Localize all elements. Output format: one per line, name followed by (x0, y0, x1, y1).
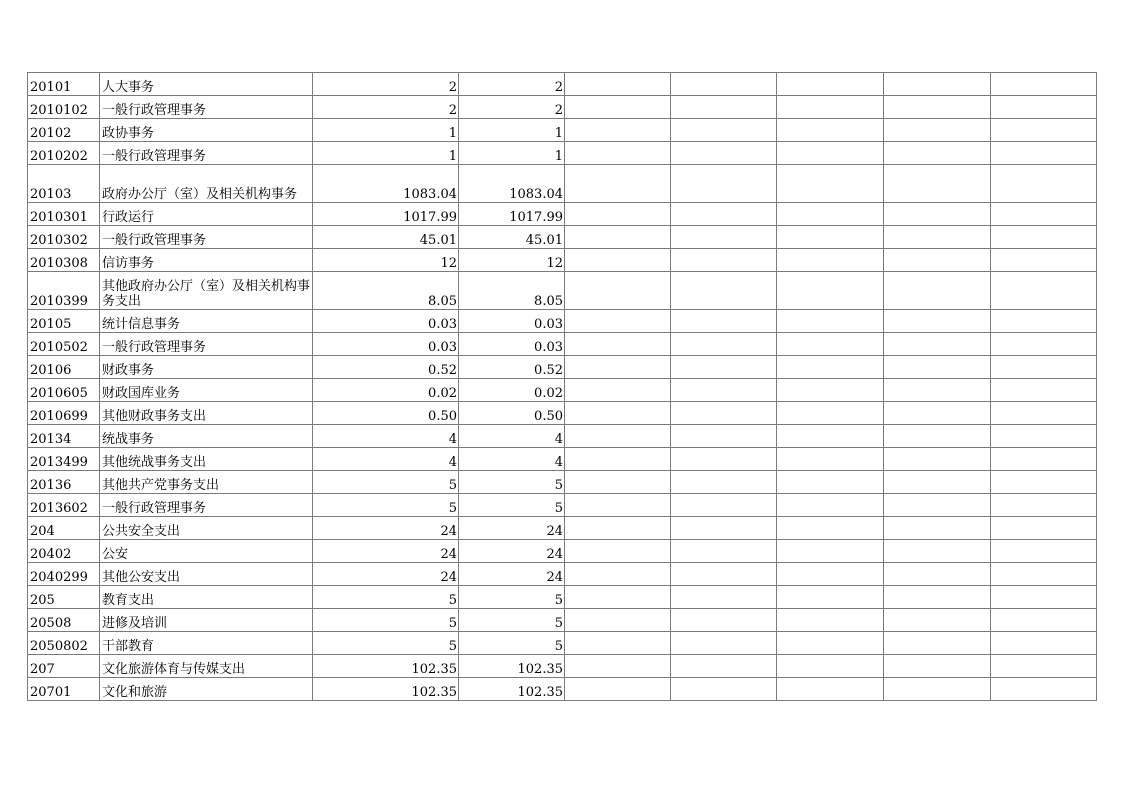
cell-value-2: 5 (459, 586, 565, 609)
table-row (28, 402, 1097, 425)
cell-empty (565, 203, 671, 226)
cell-empty (991, 165, 1097, 203)
table-row (28, 632, 1097, 655)
cell-empty (884, 425, 991, 448)
cell-name: 其他政府办公厅（室）及相关机构事务支出 (100, 272, 313, 310)
cell-empty (777, 655, 884, 678)
cell-empty (991, 226, 1097, 249)
cell-empty (777, 142, 884, 165)
table-row (28, 471, 1097, 494)
cell-empty (991, 333, 1097, 356)
cell-value-2: 24 (459, 563, 565, 586)
cell-empty (777, 356, 884, 379)
cell-empty (991, 586, 1097, 609)
cell-name: 财政事务 (100, 356, 313, 379)
cell-empty (884, 203, 991, 226)
cell-empty (777, 226, 884, 249)
cell-value-1: 1083.04 (313, 165, 459, 203)
cell-empty (884, 517, 991, 540)
cell-value-2: 1017.99 (459, 203, 565, 226)
cell-empty (777, 678, 884, 701)
cell-code: 20508 (28, 609, 100, 632)
table-row (28, 586, 1097, 609)
cell-empty (671, 494, 777, 517)
cell-code: 20102 (28, 119, 100, 142)
cell-empty (777, 586, 884, 609)
cell-value-1: 4 (313, 425, 459, 448)
cell-code: 2010301 (28, 203, 100, 226)
cell-empty (671, 226, 777, 249)
cell-empty (565, 379, 671, 402)
cell-value-1: 5 (313, 494, 459, 517)
cell-value-1: 1 (313, 119, 459, 142)
cell-code: 2013602 (28, 494, 100, 517)
cell-empty (565, 517, 671, 540)
cell-name: 公共安全支出 (100, 517, 313, 540)
cell-value-1: 24 (313, 563, 459, 586)
cell-code: 2010202 (28, 142, 100, 165)
table-row (28, 425, 1097, 448)
cell-empty (991, 540, 1097, 563)
cell-code: 2013499 (28, 448, 100, 471)
cell-empty (671, 609, 777, 632)
cell-empty (991, 142, 1097, 165)
cell-empty (777, 310, 884, 333)
cell-value-1: 2 (313, 96, 459, 119)
cell-empty (671, 586, 777, 609)
cell-empty (777, 119, 884, 142)
cell-empty (991, 272, 1097, 310)
cell-name: 其他统战事务支出 (100, 448, 313, 471)
cell-empty (884, 471, 991, 494)
cell-name: 教育支出 (100, 586, 313, 609)
cell-empty (565, 333, 671, 356)
cell-name: 其他共产党事务支出 (100, 471, 313, 494)
cell-value-2: 102.35 (459, 678, 565, 701)
cell-empty (671, 165, 777, 203)
cell-empty (884, 609, 991, 632)
cell-value-1: 0.52 (313, 356, 459, 379)
cell-empty (565, 563, 671, 586)
cell-empty (565, 73, 671, 96)
cell-value-2: 1 (459, 142, 565, 165)
table-row (28, 226, 1097, 249)
cell-empty (671, 310, 777, 333)
cell-code: 2010102 (28, 96, 100, 119)
cell-name: 一般行政管理事务 (100, 142, 313, 165)
cell-value-2: 0.03 (459, 333, 565, 356)
table-row (28, 356, 1097, 379)
cell-empty (671, 517, 777, 540)
table-row (28, 655, 1097, 678)
cell-empty (565, 448, 671, 471)
cell-empty (991, 632, 1097, 655)
cell-empty (671, 142, 777, 165)
cell-empty (884, 678, 991, 701)
cell-empty (565, 494, 671, 517)
cell-value-1: 2 (313, 73, 459, 96)
cell-code: 20402 (28, 540, 100, 563)
cell-name: 统计信息事务 (100, 310, 313, 333)
cell-empty (671, 203, 777, 226)
table-row (28, 96, 1097, 119)
cell-empty (991, 563, 1097, 586)
cell-name: 其他财政事务支出 (100, 402, 313, 425)
cell-empty (991, 379, 1097, 402)
cell-value-2: 1 (459, 119, 565, 142)
cell-name: 一般行政管理事务 (100, 226, 313, 249)
cell-empty (884, 540, 991, 563)
cell-code: 204 (28, 517, 100, 540)
cell-name: 政协事务 (100, 119, 313, 142)
cell-empty (884, 96, 991, 119)
cell-value-1: 5 (313, 632, 459, 655)
cell-empty (565, 272, 671, 310)
table-row (28, 310, 1097, 333)
cell-value-2: 0.52 (459, 356, 565, 379)
cell-value-1: 24 (313, 540, 459, 563)
table-body (28, 73, 1097, 701)
cell-empty (671, 356, 777, 379)
table-row (28, 272, 1097, 310)
cell-empty (671, 96, 777, 119)
cell-value-2: 8.05 (459, 272, 565, 310)
cell-value-2: 2 (459, 96, 565, 119)
cell-empty (884, 226, 991, 249)
cell-empty (777, 333, 884, 356)
cell-value-1: 5 (313, 609, 459, 632)
cell-empty (777, 425, 884, 448)
cell-empty (777, 632, 884, 655)
cell-empty (884, 655, 991, 678)
table-row (28, 249, 1097, 272)
cell-empty (777, 96, 884, 119)
table-row (28, 119, 1097, 142)
cell-empty (671, 73, 777, 96)
cell-empty (991, 310, 1097, 333)
cell-empty (777, 379, 884, 402)
cell-empty (884, 249, 991, 272)
cell-empty (565, 402, 671, 425)
cell-empty (565, 586, 671, 609)
cell-empty (991, 678, 1097, 701)
cell-value-2: 0.02 (459, 379, 565, 402)
cell-empty (671, 655, 777, 678)
cell-empty (777, 517, 884, 540)
cell-empty (884, 494, 991, 517)
cell-empty (991, 425, 1097, 448)
cell-empty (777, 272, 884, 310)
cell-empty (565, 96, 671, 119)
table-row (28, 563, 1097, 586)
cell-empty (671, 249, 777, 272)
cell-value-1: 45.01 (313, 226, 459, 249)
cell-code: 20134 (28, 425, 100, 448)
cell-value-2: 24 (459, 540, 565, 563)
cell-empty (671, 540, 777, 563)
cell-name: 政府办公厅（室）及相关机构事务 (100, 165, 313, 203)
table-row (28, 165, 1097, 203)
cell-empty (565, 471, 671, 494)
cell-empty (671, 678, 777, 701)
cell-code: 2010502 (28, 333, 100, 356)
cell-value-1: 1017.99 (313, 203, 459, 226)
cell-name: 一般行政管理事务 (100, 494, 313, 517)
cell-value-1: 102.35 (313, 678, 459, 701)
cell-empty (884, 586, 991, 609)
budget-table (27, 72, 1097, 701)
cell-code: 2010302 (28, 226, 100, 249)
cell-value-2: 4 (459, 448, 565, 471)
cell-empty (777, 540, 884, 563)
cell-empty (991, 494, 1097, 517)
cell-empty (884, 272, 991, 310)
cell-empty (777, 165, 884, 203)
cell-empty (991, 203, 1097, 226)
cell-code: 2010399 (28, 272, 100, 310)
cell-name: 统战事务 (100, 425, 313, 448)
cell-empty (671, 379, 777, 402)
cell-value-2: 0.03 (459, 310, 565, 333)
cell-empty (671, 448, 777, 471)
cell-empty (991, 471, 1097, 494)
cell-empty (884, 356, 991, 379)
cell-empty (884, 632, 991, 655)
table-row (28, 203, 1097, 226)
cell-empty (991, 609, 1097, 632)
table-row (28, 540, 1097, 563)
table-row (28, 333, 1097, 356)
cell-empty (884, 333, 991, 356)
cell-empty (777, 609, 884, 632)
cell-empty (991, 249, 1097, 272)
cell-value-2: 2 (459, 73, 565, 96)
cell-empty (565, 249, 671, 272)
cell-code: 20101 (28, 73, 100, 96)
cell-empty (991, 119, 1097, 142)
cell-name: 财政国库业务 (100, 379, 313, 402)
cell-empty (884, 563, 991, 586)
cell-value-1: 1 (313, 142, 459, 165)
cell-empty (565, 310, 671, 333)
cell-value-1: 5 (313, 471, 459, 494)
cell-value-2: 45.01 (459, 226, 565, 249)
cell-value-1: 12 (313, 249, 459, 272)
cell-code: 207 (28, 655, 100, 678)
cell-name: 信访事务 (100, 249, 313, 272)
cell-name: 文化旅游体育与传媒支出 (100, 655, 313, 678)
cell-value-1: 5 (313, 586, 459, 609)
cell-name: 人大事务 (100, 73, 313, 96)
cell-empty (565, 119, 671, 142)
cell-value-2: 4 (459, 425, 565, 448)
cell-value-2: 5 (459, 494, 565, 517)
cell-value-1: 0.50 (313, 402, 459, 425)
cell-empty (565, 655, 671, 678)
cell-code: 20701 (28, 678, 100, 701)
cell-value-2: 5 (459, 609, 565, 632)
cell-value-1: 0.02 (313, 379, 459, 402)
cell-empty (991, 73, 1097, 96)
table-row (28, 448, 1097, 471)
cell-empty (991, 96, 1097, 119)
cell-value-2: 102.35 (459, 655, 565, 678)
cell-empty (565, 425, 671, 448)
cell-name: 进修及培训 (100, 609, 313, 632)
cell-empty (777, 494, 884, 517)
cell-empty (671, 119, 777, 142)
cell-value-2: 5 (459, 471, 565, 494)
cell-empty (777, 471, 884, 494)
cell-empty (884, 310, 991, 333)
table-row (28, 678, 1097, 701)
table-row (28, 494, 1097, 517)
cell-empty (565, 632, 671, 655)
cell-code: 20103 (28, 165, 100, 203)
cell-empty (565, 226, 671, 249)
table-row (28, 379, 1097, 402)
cell-value-1: 8.05 (313, 272, 459, 310)
cell-code: 2040299 (28, 563, 100, 586)
cell-empty (671, 632, 777, 655)
cell-name: 文化和旅游 (100, 678, 313, 701)
cell-empty (777, 203, 884, 226)
cell-empty (671, 471, 777, 494)
cell-code: 2010605 (28, 379, 100, 402)
cell-value-1: 0.03 (313, 310, 459, 333)
cell-name: 一般行政管理事务 (100, 333, 313, 356)
cell-code: 2010308 (28, 249, 100, 272)
table-row (28, 73, 1097, 96)
cell-empty (565, 540, 671, 563)
cell-empty (671, 402, 777, 425)
cell-empty (991, 655, 1097, 678)
cell-value-1: 102.35 (313, 655, 459, 678)
cell-code: 2010699 (28, 402, 100, 425)
cell-value-1: 0.03 (313, 333, 459, 356)
cell-name: 公安 (100, 540, 313, 563)
cell-name: 干部教育 (100, 632, 313, 655)
cell-empty (884, 142, 991, 165)
cell-empty (884, 119, 991, 142)
cell-empty (991, 356, 1097, 379)
cell-empty (884, 379, 991, 402)
cell-code: 20136 (28, 471, 100, 494)
cell-empty (884, 402, 991, 425)
cell-empty (777, 249, 884, 272)
cell-empty (671, 425, 777, 448)
cell-code: 205 (28, 586, 100, 609)
cell-code: 20105 (28, 310, 100, 333)
cell-empty (671, 272, 777, 310)
cell-empty (565, 678, 671, 701)
table-row (28, 142, 1097, 165)
cell-empty (884, 448, 991, 471)
cell-empty (777, 73, 884, 96)
cell-empty (565, 165, 671, 203)
cell-empty (565, 142, 671, 165)
cell-code: 2050802 (28, 632, 100, 655)
cell-empty (777, 402, 884, 425)
table-row (28, 609, 1097, 632)
cell-value-2: 1083.04 (459, 165, 565, 203)
cell-name: 其他公安支出 (100, 563, 313, 586)
cell-value-2: 0.50 (459, 402, 565, 425)
cell-code: 20106 (28, 356, 100, 379)
cell-name: 一般行政管理事务 (100, 96, 313, 119)
cell-value-1: 4 (313, 448, 459, 471)
table-row (28, 517, 1097, 540)
cell-name: 行政运行 (100, 203, 313, 226)
cell-empty (671, 563, 777, 586)
cell-empty (671, 333, 777, 356)
cell-empty (991, 517, 1097, 540)
cell-empty (777, 448, 884, 471)
cell-value-2: 12 (459, 249, 565, 272)
cell-value-2: 24 (459, 517, 565, 540)
cell-empty (884, 73, 991, 96)
cell-empty (991, 448, 1097, 471)
cell-empty (565, 609, 671, 632)
cell-value-2: 5 (459, 632, 565, 655)
cell-empty (777, 563, 884, 586)
cell-empty (991, 402, 1097, 425)
cell-value-1: 24 (313, 517, 459, 540)
cell-empty (884, 165, 991, 203)
cell-empty (565, 356, 671, 379)
